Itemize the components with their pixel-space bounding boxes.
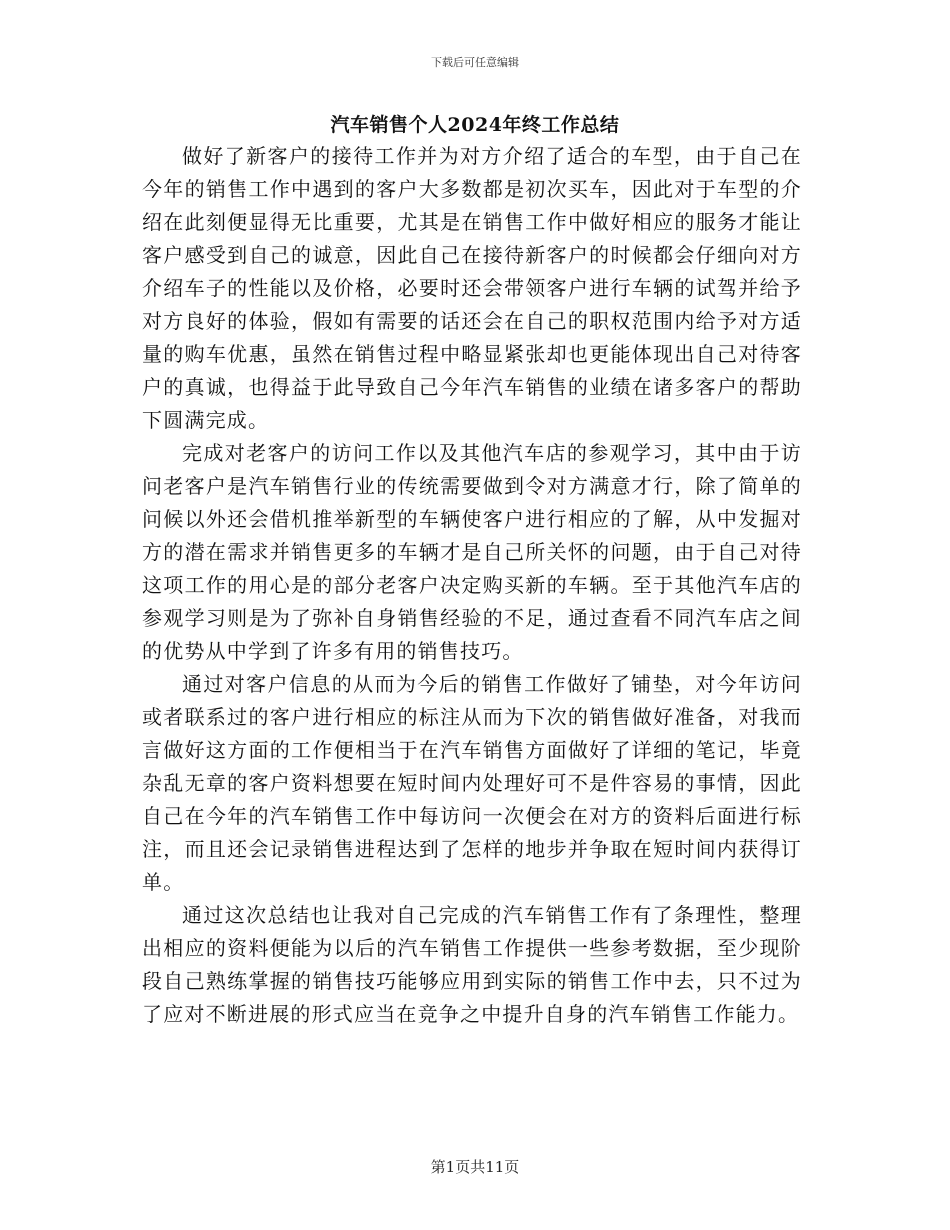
paragraph-1: 做好了新客户的接待工作并为对方介绍了适合的车型，由于自己在今年的销售工作中遇到的客户大多数都是初次买车，因此对于车型的介绍在此刻便显得无比重要，尤其是在销售工作中做好相应的服务才能让客户感受到自己的诚意，因此自己在接待新客户的时候都会仔细向对方介绍车子的性能以及价格，必要时还会带领客户进行车辆的试驾并给予对方良好的体验，假如有需要的话还会在自己的职权范围内给予对方适量的购车优惠，虽然在销售过程中略显紧张却也更能体现出自己对待客户的真诚，也得益于此导致自己今年汽车销售的业绩在诸多客户的帮助下圆满完成。 [142, 144, 802, 432]
document-title: 汽车销售个人2024年终工作总结 [330, 114, 620, 136]
document-body [142, 140, 802, 1031]
paragraph-4: 通过这次总结也让我对自己完成的汽车销售工作有了条理性，整理出相应的资料便能为以后的汽车销售工作提供一些参考数据，至少现阶段自己熟练掌握的销售技巧能够应用到实际的销售工作中去，只不过为了应对不断进展的形式应当在竞争之中提升自身的汽车销售工作能力。 [142, 903, 802, 1026]
header-note: 下载后可任意编辑 [431, 56, 519, 69]
page-number-footer: 第1页共11页 [430, 1158, 520, 1176]
paragraph-2: 完成对老客户的访问工作以及其他汽车店的参观学习，其中由于访问老客户是汽车销售行业的传统需要做到令对方满意才行，除了简单的问候以外还会借机推举新型的车辆使客户进行相应的了解，从中发掘对方的潜在需求并销售更多的车辆才是自己所关怀的问题，由于自己对待这项工作的用心是的部分老客户决定购买新的车辆。至于其他汽车店的参观学习则是为了弥补自身销售经验的不足，通过查看不同汽车店之间的优势从中学到了许多有用的销售技巧。 [142, 441, 802, 663]
paragraph-3: 通过对客户信息的从而为今后的销售工作做好了铺垫，对今年访问或者联系过的客户进行相应的标注从而为下次的销售做好准备，对我而言做好这方面的工作便相当于在汽车销售方面做好了详细的笔记，毕竟杂乱无章的客户资料想要在短时间内处理好可不是件容易的事情，因此自己在今年的汽车销售工作中每访问一次便会在对方的资料后面进行标注，而且还会记录销售进程达到了怎样的地步并争取在短时间内获得订单。 [142, 672, 802, 894]
